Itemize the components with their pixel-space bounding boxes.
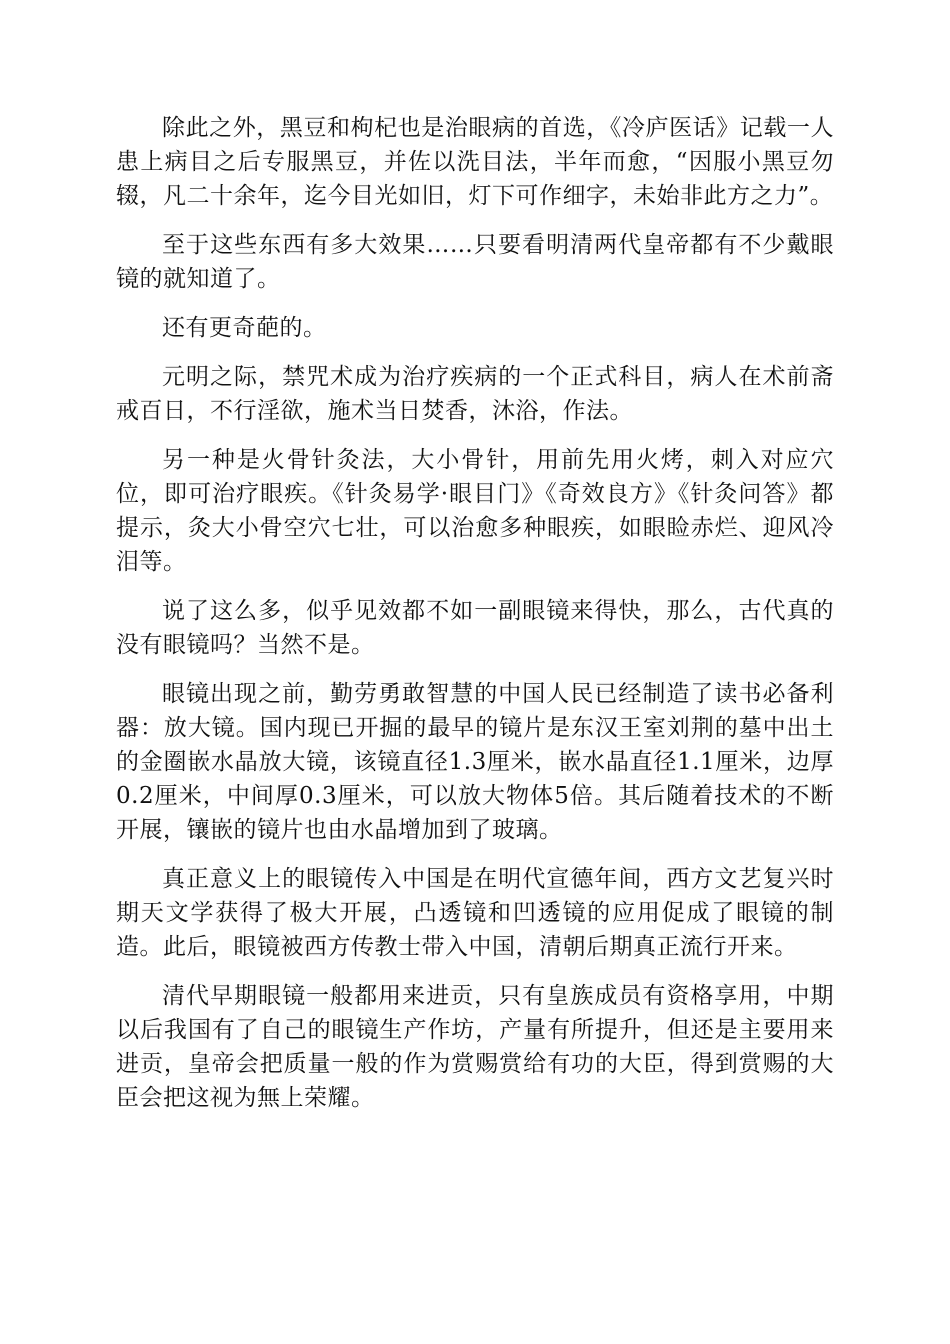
paragraph-8: 真正意义上的眼镜传入中国是在明代宣德年间，西方文艺复兴时期天文学获得了极大开展，凸透镜和凹透镜的应用促成了眼镜的制造。此后，眼镜被西方传教士带入中国，清朝后期真正流行开来。: [116, 866, 834, 960]
paragraph-1: 除此之外，黑豆和枸杞也是治眼病的首选，《冷庐医话》记载一人患上病目之后专服黑豆，并佐以洗目法，半年而愈，“因服小黑豆勿辍，凡二十余年，迄今目光如旧，灯下可作细字，未始非此方之力”。: [116, 115, 834, 209]
paragraph-7: 眼镜出现之前，勤劳勇敢智慧的中国人民已经制造了读书必备利器：放大镜。国内现已开掘的最早的镜片是东汉王室刘荆的墓中出土的金圈嵌水晶放大镜，该镜直径1.3厘米，嵌水晶直径1.1厘米，边厚0.2厘米，中间厚0.3厘米，可以放大物体5倍。其后随着技术的不断开展，镶嵌的镜片也由水晶增加到了玻璃。: [116, 681, 834, 843]
paragraph-2: 至于这些东西有多大效果……只要看明清两代皇帝都有不少戴眼镜的就知道了。: [116, 232, 834, 292]
paragraph-5: 另一种是火骨针灸法，大小骨针，用前先用火烤，刺入对应穴位，即可治疗眼疾。《针灸易学·眼目门》《奇效良方》《针灸问答》都提示，灸大小骨空穴七壮，可以治愈多种眼疾，如眼睑赤烂、迎风冷泪等。: [116, 447, 834, 575]
paragraph-6: 说了这么多，似乎见效都不如一副眼镜来得快，那么，古代真的没有眼镜吗？当然不是。: [116, 598, 834, 658]
paragraph-4: 元明之际，禁咒术成为治疗疾病的一个正式科目，病人在术前斋戒百日，不行淫欲，施术当日焚香，沐浴，作法。: [116, 364, 834, 424]
document-page: [116, 111, 834, 1130]
paragraph-9: 清代早期眼镜一般都用来进贡，只有皇族成员有资格享用，中期以后我国有了自己的眼镜生产作坊，产量有所提升，但还是主要用来进贡，皇帝会把质量一般的作为赏赐赏给有功的大臣，得到赏赐的大臣会把这视为無上荣耀。: [116, 983, 834, 1111]
paragraph-3: 还有更奇葩的。: [162, 315, 327, 341]
